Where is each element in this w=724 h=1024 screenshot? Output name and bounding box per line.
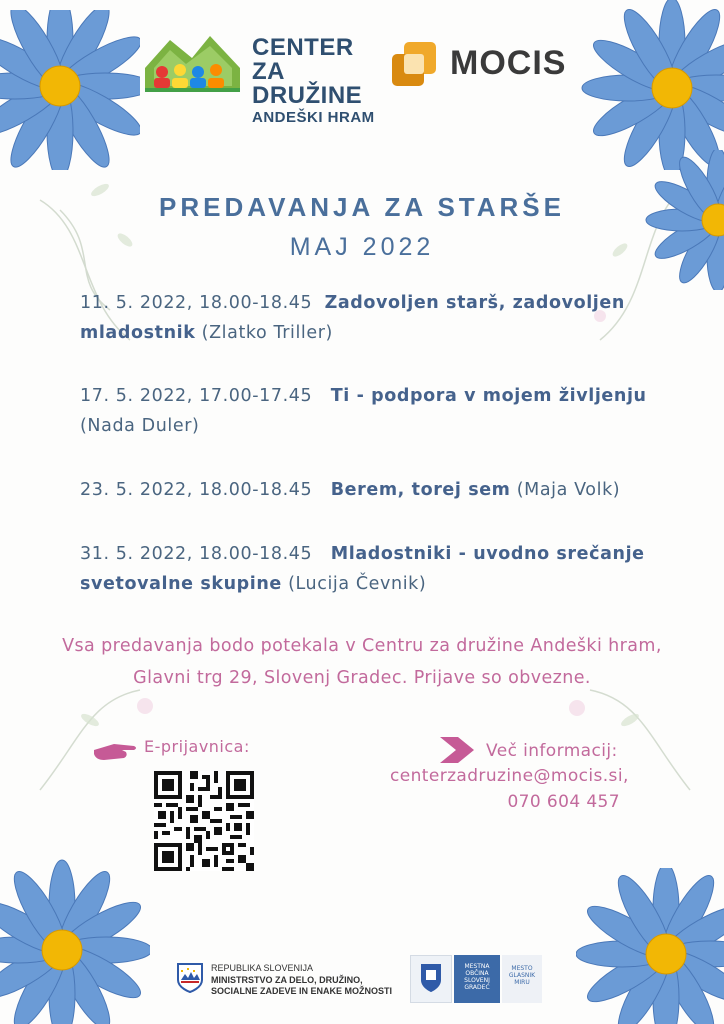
lecture-datetime: 11. 5. 2022, 18.00-18.45 — [80, 293, 313, 313]
center-logo-line1: CENTER ZA — [252, 34, 354, 85]
ministry-line1: REPUBLIKA SLOVENIJA — [211, 963, 314, 973]
lecture-speaker: (Zlatko Triller) — [201, 323, 333, 343]
mocis-mark-icon — [390, 40, 438, 88]
house-family-icon — [140, 28, 245, 100]
lecture-topic: Zadovoljen starš, zadovoljen mladostnik — [80, 293, 625, 343]
lecture-datetime: 17. 5. 2022, 17.00-17.45 — [80, 386, 313, 406]
municipality-crest-icon — [411, 956, 451, 1002]
flower-bottom-right — [576, 868, 724, 1024]
qr-code[interactable] — [154, 771, 254, 871]
city-of-peace-label: MESTO GLASNIK MIRU — [502, 955, 542, 1003]
venue-info-line2: Glavni trg 29, Slovenj Gradec. Prijave so obvezne. — [133, 668, 591, 688]
lecture-topic: Mladostniki - uvodno srečanje svetovalne skupine — [80, 544, 645, 594]
municipality-name: MESTNA OBČINA SLOVENJ GRADEC — [454, 955, 500, 1003]
lecture-speaker: (Nada Duler) — [80, 416, 200, 436]
municipality-crest-box — [410, 955, 452, 1003]
flower-top-left — [0, 10, 140, 170]
mocis-logo-text: MOCIS — [450, 44, 567, 82]
page-title: PREDAVANJA ZA STARŠE — [159, 192, 565, 222]
slovenia-coat-of-arms-icon — [176, 962, 204, 994]
ministry-text — [211, 963, 392, 998]
ministry-line2: MINISTRSTVO ZA DELO, DRUŽINO, — [211, 974, 363, 985]
center-za-druzine-logo — [140, 28, 380, 126]
lecture-datetime: 31. 5. 2022, 18.00-18.45 — [80, 544, 313, 564]
lecture-topic: Ti - podpora v mojem življenju — [330, 386, 647, 406]
flower-top-right — [580, 0, 724, 170]
lecture-speaker: (Lucija Čevnik) — [288, 574, 427, 594]
ministry-line3: SOCIALNE ZADEVE IN ENAKE MOŽNOSTI — [211, 986, 393, 996]
lecture-topic: Berem, torej sem — [330, 480, 511, 500]
more-info-label: Več informacij: — [486, 741, 618, 761]
mocis-logo — [390, 40, 580, 88]
contact-email[interactable]: centerzadruzine@mocis.si, — [390, 766, 629, 786]
center-logo-line3: ANDEŠKI HRAM — [252, 109, 375, 126]
e-registration-label: E-prijavnica: — [144, 737, 250, 756]
venue-info — [0, 630, 724, 694]
lecture-datetime: 23. 5. 2022, 18.00-18.45 — [80, 480, 313, 500]
flower-bottom-left — [0, 850, 150, 1024]
slovenj-gradec-logo — [410, 955, 542, 1003]
lecture-item — [80, 539, 700, 599]
lecture-speaker: (Maja Volk) — [516, 480, 621, 500]
lecture-item — [80, 288, 700, 348]
lecture-item — [80, 475, 700, 505]
venue-info-line1: Vsa predavanja bodo potekala v Centru za družine Andeški hram, — [62, 636, 662, 656]
lecture-item — [80, 381, 700, 441]
center-logo-line2: DRUŽINE — [252, 82, 363, 109]
contact-phone[interactable]: 070 604 457 — [507, 792, 620, 812]
chevron-right-icon — [440, 737, 476, 763]
pointing-hand-icon — [92, 738, 138, 764]
page-subtitle: MAJ 2022 — [289, 233, 435, 261]
